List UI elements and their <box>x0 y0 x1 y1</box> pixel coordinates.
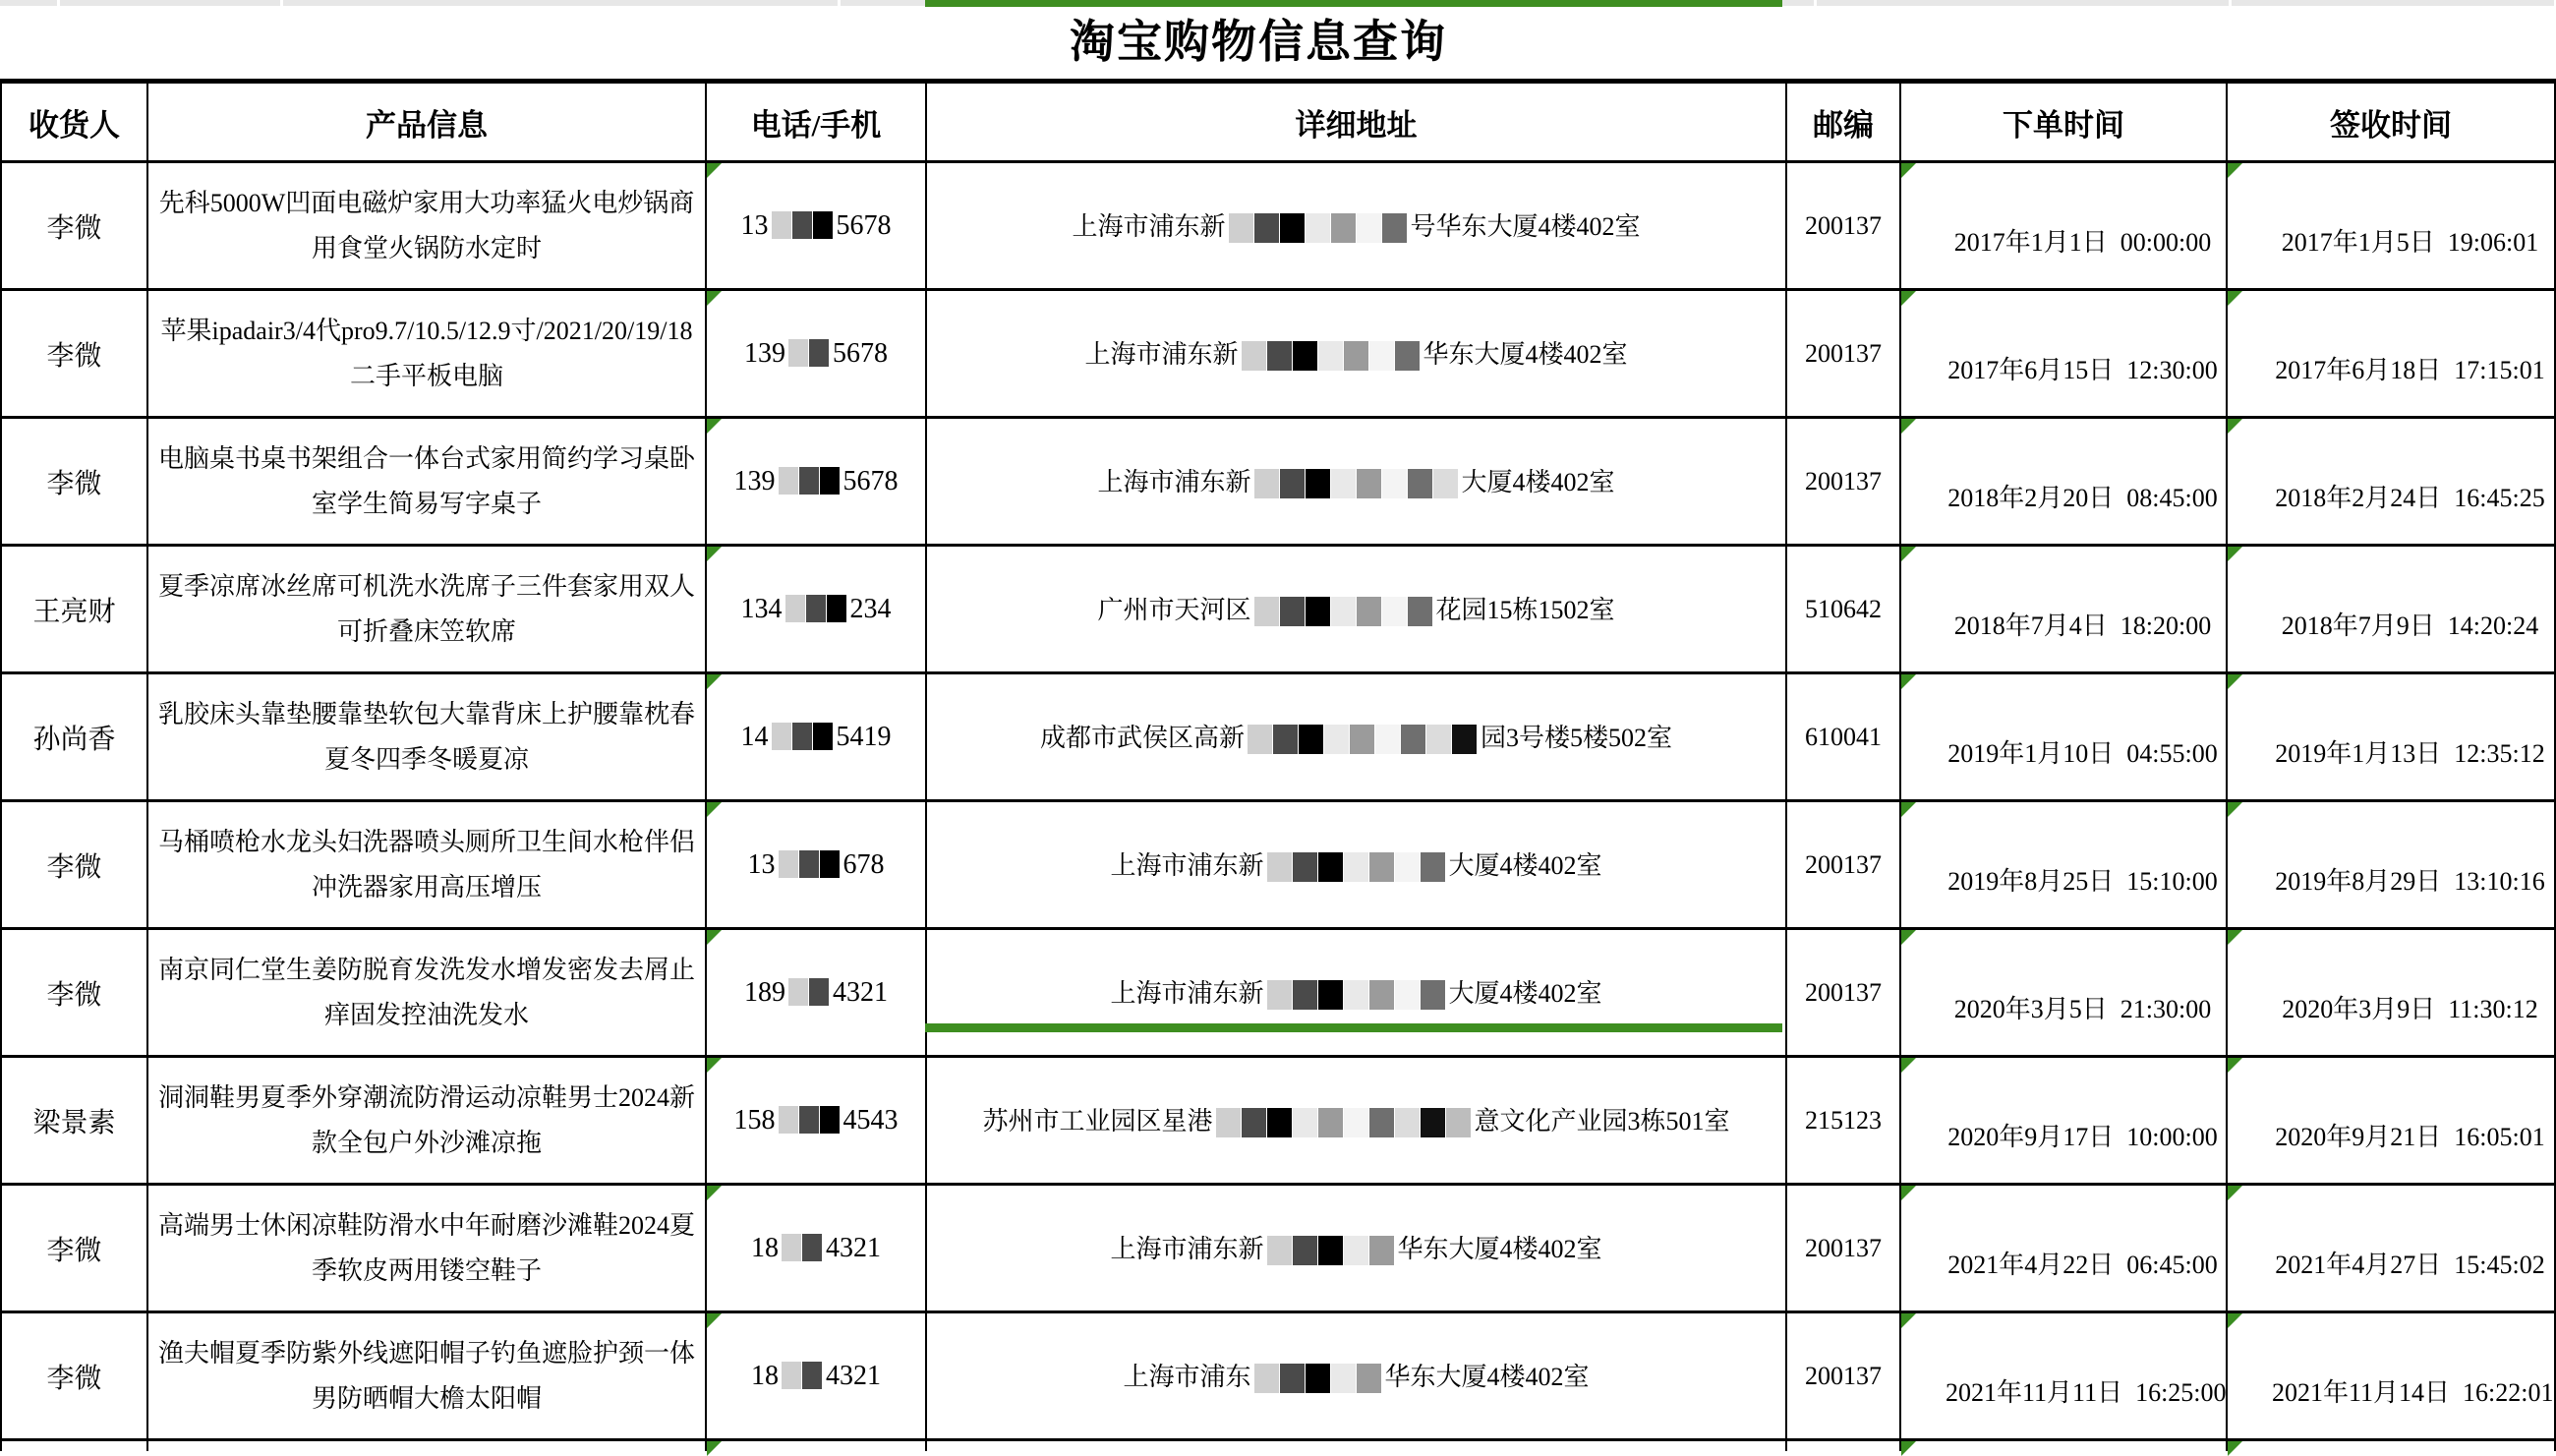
cell-sign-time[interactable] <box>2227 162 2555 290</box>
number-stored-as-text-indicator-icon <box>707 1441 722 1456</box>
cell-sign-time[interactable] <box>2227 418 2555 546</box>
cell-address[interactable] <box>926 929 1786 1057</box>
number-stored-as-text-indicator-icon <box>2228 1058 2242 1073</box>
address-suffix-text: 大厦4楼402室 <box>1448 851 1602 881</box>
address-suffix-text: 大厦4楼402室 <box>1448 979 1602 1009</box>
order-time-text: 2020年9月17日 10:00:00 <box>1947 1123 2218 1151</box>
cell-postcode[interactable] <box>1786 1185 1900 1312</box>
cell-postcode[interactable] <box>1786 162 1900 290</box>
cell-order-time[interactable] <box>1900 418 2227 546</box>
cell-order-time[interactable] <box>1900 1057 2227 1185</box>
phone-prefix-text: 14 <box>740 721 769 752</box>
order-time-text: 2021年11月11日 16:25:00 <box>1946 1378 2227 1407</box>
cell-postcode[interactable] <box>1786 418 1900 546</box>
cell-address[interactable] <box>926 418 1786 546</box>
phone-prefix-text: 139 <box>744 337 785 369</box>
cell-address[interactable] <box>926 673 1786 801</box>
number-stored-as-text-indicator-icon <box>707 163 722 178</box>
number-stored-as-text-indicator-icon <box>707 802 722 817</box>
cell-recipient[interactable] <box>1 1312 147 1440</box>
address-redaction-mosaic <box>1229 213 1408 243</box>
table-row <box>1 546 2555 673</box>
cell-order-time[interactable] <box>1900 929 2227 1057</box>
cell-empty[interactable] <box>147 1440 706 1452</box>
product-text: 电脑桌书桌书架组合一体台式家用简约学习桌卧室学生简易写字桌子 <box>158 444 696 518</box>
recipient-text: 李微 <box>46 212 102 244</box>
address-suffix-text: 号华东大厦4楼402室 <box>1410 212 1641 242</box>
address-redaction-mosaic <box>1267 852 1446 882</box>
postcode-text: 215123 <box>1805 1105 1882 1135</box>
postcode-text: 200137 <box>1805 210 1882 240</box>
phone-prefix-text: 158 <box>733 1104 776 1136</box>
col-header-sign-time[interactable]: 签收时间 <box>2227 82 2555 162</box>
table-row <box>1 1185 2555 1312</box>
cell-phone[interactable] <box>706 801 926 929</box>
phone-prefix-text: 139 <box>733 465 776 496</box>
address-suffix-text: 花园15栋1502室 <box>1435 596 1615 625</box>
sign-time-text: 2018年2月24日 16:45:25 <box>2275 484 2545 512</box>
cell-sign-time[interactable] <box>2227 673 2555 801</box>
address-prefix-text: 上海市浦东新 <box>1072 212 1226 242</box>
table-row <box>1 801 2555 929</box>
table-row <box>1 162 2555 290</box>
order-time-text: 2021年4月22日 06:45:00 <box>1947 1251 2218 1279</box>
address-prefix-text: 上海市浦东 <box>1123 1363 1251 1392</box>
cell-empty[interactable] <box>926 1440 1786 1452</box>
phone-suffix-text: 4321 <box>833 976 888 1008</box>
number-stored-as-text-indicator-icon <box>707 674 722 689</box>
phone-suffix-text: 234 <box>849 593 892 624</box>
number-stored-as-text-indicator-icon <box>2228 547 2242 561</box>
product-text: 乳胶床头靠垫腰靠垫软包大靠背床上护腰靠枕春夏冬四季冬暖夏凉 <box>158 700 696 774</box>
cell-recipient[interactable] <box>1 801 147 929</box>
address-prefix-text: 上海市浦东新 <box>1110 979 1264 1009</box>
cell-phone[interactable] <box>706 546 926 673</box>
address-prefix-text: 上海市浦东新 <box>1110 1235 1264 1264</box>
order-time-text: 2017年6月15日 12:30:00 <box>1947 356 2218 384</box>
table-row <box>1 929 2555 1057</box>
address-redaction-mosaic <box>1216 1108 1472 1137</box>
cell-address[interactable] <box>926 1185 1786 1312</box>
cell-recipient[interactable] <box>1 929 147 1057</box>
number-stored-as-text-indicator-icon <box>1901 930 1916 945</box>
cell-product[interactable] <box>147 546 706 673</box>
phone-redaction-mosaic <box>779 467 841 495</box>
cell-product[interactable] <box>147 162 706 290</box>
phone-suffix-text: 5678 <box>833 337 888 369</box>
recipient-text: 李微 <box>46 468 102 499</box>
cell-postcode[interactable] <box>1786 546 1900 673</box>
number-stored-as-text-indicator-icon <box>1901 802 1916 817</box>
phone-redaction-mosaic <box>779 1106 841 1134</box>
address-redaction-mosaic <box>1242 341 1421 371</box>
number-stored-as-text-indicator-icon <box>707 291 722 306</box>
cell-address[interactable] <box>926 162 1786 290</box>
cell-recipient[interactable] <box>1 546 147 673</box>
cell-postcode[interactable] <box>1786 801 1900 929</box>
recipient-text: 孙尚香 <box>32 724 116 755</box>
cell-postcode[interactable] <box>1786 929 1900 1057</box>
cell-product[interactable] <box>147 1312 706 1440</box>
cell-postcode[interactable] <box>1786 290 1900 418</box>
cell-phone[interactable] <box>706 929 926 1057</box>
col-header-product[interactable]: 产品信息 <box>147 82 706 162</box>
postcode-text: 200137 <box>1805 1233 1882 1262</box>
address-prefix-text: 上海市浦东新 <box>1110 851 1264 881</box>
address-suffix-text: 大厦4楼402室 <box>1461 468 1615 497</box>
address-redaction-mosaic <box>1254 469 1459 498</box>
cell-sign-time[interactable] <box>2227 929 2555 1057</box>
cell-product[interactable] <box>147 801 706 929</box>
col-header-order-time[interactable]: 下单时间 <box>1900 82 2227 162</box>
phone-suffix-text: 5678 <box>842 465 899 496</box>
address-redaction-mosaic <box>1254 1364 1382 1393</box>
number-stored-as-text-indicator-icon <box>707 1313 722 1328</box>
cell-phone[interactable] <box>706 1057 926 1185</box>
recipient-text: 梁景素 <box>32 1107 116 1138</box>
cell-order-time[interactable] <box>1900 162 2227 290</box>
number-stored-as-text-indicator-icon <box>707 547 722 561</box>
product-text: 马桶喷枪水龙头妇洗器喷头厕所卫生间水枪伴侣冲洗器家用高压增压 <box>158 828 696 902</box>
sign-time-text: 2017年1月5日 19:06:01 <box>2281 228 2539 257</box>
number-stored-as-text-indicator-icon <box>2228 291 2242 306</box>
cell-address[interactable] <box>926 1312 1786 1440</box>
sign-time-text: 2021年4月27日 15:45:02 <box>2275 1251 2545 1279</box>
cell-sign-time[interactable] <box>2227 546 2555 673</box>
address-prefix-text: 苏州市工业园区星港 <box>982 1107 1213 1136</box>
header-row <box>1 82 2555 162</box>
cell-order-time[interactable] <box>1900 1312 2227 1440</box>
phone-redaction-mosaic <box>788 339 830 367</box>
phone-redaction-mosaic <box>782 1234 823 1261</box>
cell-empty[interactable] <box>1900 1440 2227 1452</box>
product-text: 先科5000W凹面电磁炉家用大功率猛火电炒锅商用食堂火锅防水定时 <box>158 189 695 262</box>
table-row <box>1 1312 2555 1440</box>
recipient-text: 李微 <box>46 979 102 1011</box>
phone-suffix-text: 5678 <box>836 209 892 241</box>
address-suffix-text: 意文化产业园3栋501室 <box>1474 1107 1730 1136</box>
address-prefix-text: 广州市天河区 <box>1097 596 1251 625</box>
cell-product[interactable] <box>147 290 706 418</box>
col-header-postcode[interactable]: 邮编 <box>1786 82 1900 162</box>
product-text: 南京同仁堂生姜防脱育发洗发水增发密发去屑止痒固发控油洗发水 <box>158 956 696 1029</box>
phone-redaction-mosaic <box>772 723 834 750</box>
address-suffix-text: 华东大厦4楼402室 <box>1397 1235 1602 1264</box>
phone-suffix-text: 5419 <box>836 721 892 752</box>
cell-product[interactable] <box>147 929 706 1057</box>
sign-time-text: 2021年11月14日 16:22:01 <box>2272 1378 2554 1407</box>
cell-product[interactable] <box>147 1185 706 1312</box>
cell-sign-time[interactable] <box>2227 1057 2555 1185</box>
product-text: 渔夫帽夏季防紫外线遮阳帽子钓鱼遮脸护颈一体男防晒帽大檐太阳帽 <box>158 1339 696 1413</box>
number-stored-as-text-indicator-icon <box>1901 547 1916 561</box>
number-stored-as-text-indicator-icon <box>1901 1058 1916 1073</box>
cell-recipient[interactable] <box>1 162 147 290</box>
selected-column-bottom-border <box>925 1023 1782 1032</box>
page-title: 淘宝购物信息查询 <box>1070 17 1447 67</box>
cell-phone[interactable] <box>706 1312 926 1440</box>
number-stored-as-text-indicator-icon <box>2228 163 2242 178</box>
number-stored-as-text-indicator-icon <box>707 419 722 434</box>
cell-empty[interactable] <box>2227 1440 2555 1452</box>
address-redaction-mosaic <box>1267 980 1446 1010</box>
phone-prefix-text: 189 <box>744 976 785 1008</box>
number-stored-as-text-indicator-icon <box>1901 674 1916 689</box>
cell-postcode[interactable] <box>1786 1312 1900 1440</box>
number-stored-as-text-indicator-icon <box>2228 1313 2242 1328</box>
phone-redaction-mosaic <box>772 211 834 239</box>
orders-table <box>0 79 2556 1451</box>
number-stored-as-text-indicator-icon <box>1901 419 1916 434</box>
cell-address[interactable] <box>926 546 1786 673</box>
address-suffix-text: 华东大厦4楼402室 <box>1384 1363 1590 1392</box>
address-prefix-text: 上海市浦东新 <box>1097 468 1251 497</box>
order-time-text: 2019年1月10日 04:55:00 <box>1947 739 2218 768</box>
number-stored-as-text-indicator-icon <box>2228 674 2242 689</box>
cell-sign-time[interactable] <box>2227 290 2555 418</box>
table-row <box>1 418 2555 546</box>
number-stored-as-text-indicator-icon <box>1901 1441 1916 1456</box>
phone-redaction-mosaic <box>785 595 847 622</box>
cell-order-time[interactable] <box>1900 1185 2227 1312</box>
cell-order-time[interactable] <box>1900 290 2227 418</box>
phone-prefix-text: 13 <box>747 848 776 880</box>
order-time-text: 2019年8月25日 15:10:00 <box>1947 867 2218 896</box>
cell-phone[interactable] <box>706 1185 926 1312</box>
cell-recipient[interactable] <box>1 673 147 801</box>
number-stored-as-text-indicator-icon <box>2228 419 2242 434</box>
order-time-text: 2020年3月5日 21:30:00 <box>1953 995 2212 1023</box>
table-row <box>1 290 2555 418</box>
sign-time-text: 2019年1月13日 12:35:12 <box>2275 739 2545 768</box>
cell-empty[interactable] <box>1 1440 147 1452</box>
number-stored-as-text-indicator-icon <box>2228 930 2242 945</box>
number-stored-as-text-indicator-icon <box>707 1186 722 1200</box>
cell-product[interactable] <box>147 673 706 801</box>
cell-empty[interactable] <box>706 1440 926 1452</box>
cell-product[interactable] <box>147 1057 706 1185</box>
number-stored-as-text-indicator-icon <box>2228 1186 2242 1200</box>
phone-prefix-text: 18 <box>751 1360 779 1391</box>
address-suffix-text: 园3号楼5楼502室 <box>1481 724 1673 753</box>
address-prefix-text: 成都市武侯区高新 <box>1039 724 1245 753</box>
number-stored-as-text-indicator-icon <box>2228 1441 2242 1456</box>
recipient-text: 李微 <box>46 851 102 883</box>
col-header-recipient[interactable]: 收货人 <box>1 82 147 162</box>
phone-redaction-mosaic <box>779 850 841 878</box>
table-body <box>1 162 2555 1452</box>
cell-phone[interactable] <box>706 418 926 546</box>
postcode-text: 200137 <box>1805 466 1882 495</box>
recipient-text: 李微 <box>46 1235 102 1266</box>
phone-prefix-text: 18 <box>751 1232 779 1263</box>
cell-order-time[interactable] <box>1900 673 2227 801</box>
cell-phone[interactable] <box>706 290 926 418</box>
selected-column-top-border <box>925 0 1782 7</box>
order-time-text: 2018年7月4日 18:20:00 <box>1953 612 2212 640</box>
cell-phone[interactable] <box>706 162 926 290</box>
cell-recipient[interactable] <box>1 290 147 418</box>
col-header-address[interactable]: 详细地址 <box>926 82 1786 162</box>
table-header <box>1 82 2555 162</box>
number-stored-as-text-indicator-icon <box>1901 1313 1916 1328</box>
address-redaction-mosaic <box>1254 597 1433 626</box>
phone-suffix-text: 4543 <box>842 1104 899 1136</box>
number-stored-as-text-indicator-icon <box>707 1058 722 1073</box>
number-stored-as-text-indicator-icon <box>2228 802 2242 817</box>
number-stored-as-text-indicator-icon <box>1901 163 1916 178</box>
address-redaction-mosaic <box>1267 1236 1395 1265</box>
recipient-text: 李微 <box>46 340 102 372</box>
product-text: 高端男士休闲凉鞋防滑水中年耐磨沙滩鞋2024夏季软皮两用镂空鞋子 <box>158 1211 696 1285</box>
order-time-text: 2018年2月20日 08:45:00 <box>1947 484 2218 512</box>
cell-sign-time[interactable] <box>2227 1312 2555 1440</box>
phone-prefix-text: 134 <box>740 593 783 624</box>
cell-address[interactable] <box>926 290 1786 418</box>
number-stored-as-text-indicator-icon <box>707 930 722 945</box>
cell-recipient[interactable] <box>1 418 147 546</box>
number-stored-as-text-indicator-icon <box>1901 291 1916 306</box>
postcode-text: 200137 <box>1805 849 1882 879</box>
phone-suffix-text: 678 <box>842 848 885 880</box>
phone-redaction-mosaic <box>782 1362 823 1389</box>
cell-recipient[interactable] <box>1 1185 147 1312</box>
recipient-text: 李微 <box>46 1363 102 1394</box>
postcode-text: 200137 <box>1805 338 1882 368</box>
cell-sign-time[interactable] <box>2227 1185 2555 1312</box>
sign-time-text: 2020年9月21日 16:05:01 <box>2275 1123 2545 1151</box>
product-text: 夏季凉席冰丝席可机洗水洗席子三件套家用双人可折叠床笠软席 <box>158 572 696 646</box>
cell-empty[interactable] <box>1786 1440 1900 1452</box>
phone-prefix-text: 13 <box>740 209 769 241</box>
address-prefix-text: 上海市浦东新 <box>1084 340 1239 370</box>
postcode-text: 610041 <box>1805 722 1882 751</box>
order-time-text: 2017年1月1日 00:00:00 <box>1953 228 2212 257</box>
postcode-text: 200137 <box>1805 977 1882 1007</box>
recipient-text: 王亮财 <box>32 596 116 627</box>
cell-sign-time[interactable] <box>2227 801 2555 929</box>
cell-product[interactable] <box>147 418 706 546</box>
cell-order-time[interactable] <box>1900 801 2227 929</box>
postcode-text: 510642 <box>1805 594 1882 623</box>
phone-redaction-mosaic <box>788 978 830 1006</box>
cell-postcode[interactable] <box>1786 673 1900 801</box>
sign-time-text: 2019年8月29日 13:10:16 <box>2275 867 2545 896</box>
cell-address[interactable] <box>926 801 1786 929</box>
sign-time-text: 2017年6月18日 17:15:01 <box>2275 356 2545 384</box>
address-suffix-text: 华东大厦4楼402室 <box>1423 340 1628 370</box>
partial-next-row <box>1 1440 2555 1452</box>
address-redaction-mosaic <box>1248 725 1478 754</box>
cell-recipient[interactable] <box>1 1057 147 1185</box>
phone-suffix-text: 4321 <box>826 1360 881 1391</box>
sign-time-text: 2018年7月9日 14:20:24 <box>2281 612 2539 640</box>
phone-suffix-text: 4321 <box>826 1232 881 1263</box>
cell-order-time[interactable] <box>1900 546 2227 673</box>
number-stored-as-text-indicator-icon <box>1901 1186 1916 1200</box>
product-text: 洞洞鞋男夏季外穿潮流防滑运动凉鞋男士2024新款全包户外沙滩凉拖 <box>158 1083 696 1157</box>
product-text: 苹果ipadair3/4代pro9.7/10.5/12.9寸/2021/20/19/18二手平板电脑 <box>160 317 693 390</box>
table-row <box>1 673 2555 801</box>
cell-address[interactable] <box>926 1057 1786 1185</box>
cell-postcode[interactable] <box>1786 1057 1900 1185</box>
col-header-phone[interactable]: 电话/手机 <box>706 82 926 162</box>
cell-phone[interactable] <box>706 673 926 801</box>
sign-time-text: 2020年3月9日 11:30:12 <box>2282 995 2538 1023</box>
postcode-text: 200137 <box>1805 1361 1882 1390</box>
table-row <box>1 1057 2555 1185</box>
